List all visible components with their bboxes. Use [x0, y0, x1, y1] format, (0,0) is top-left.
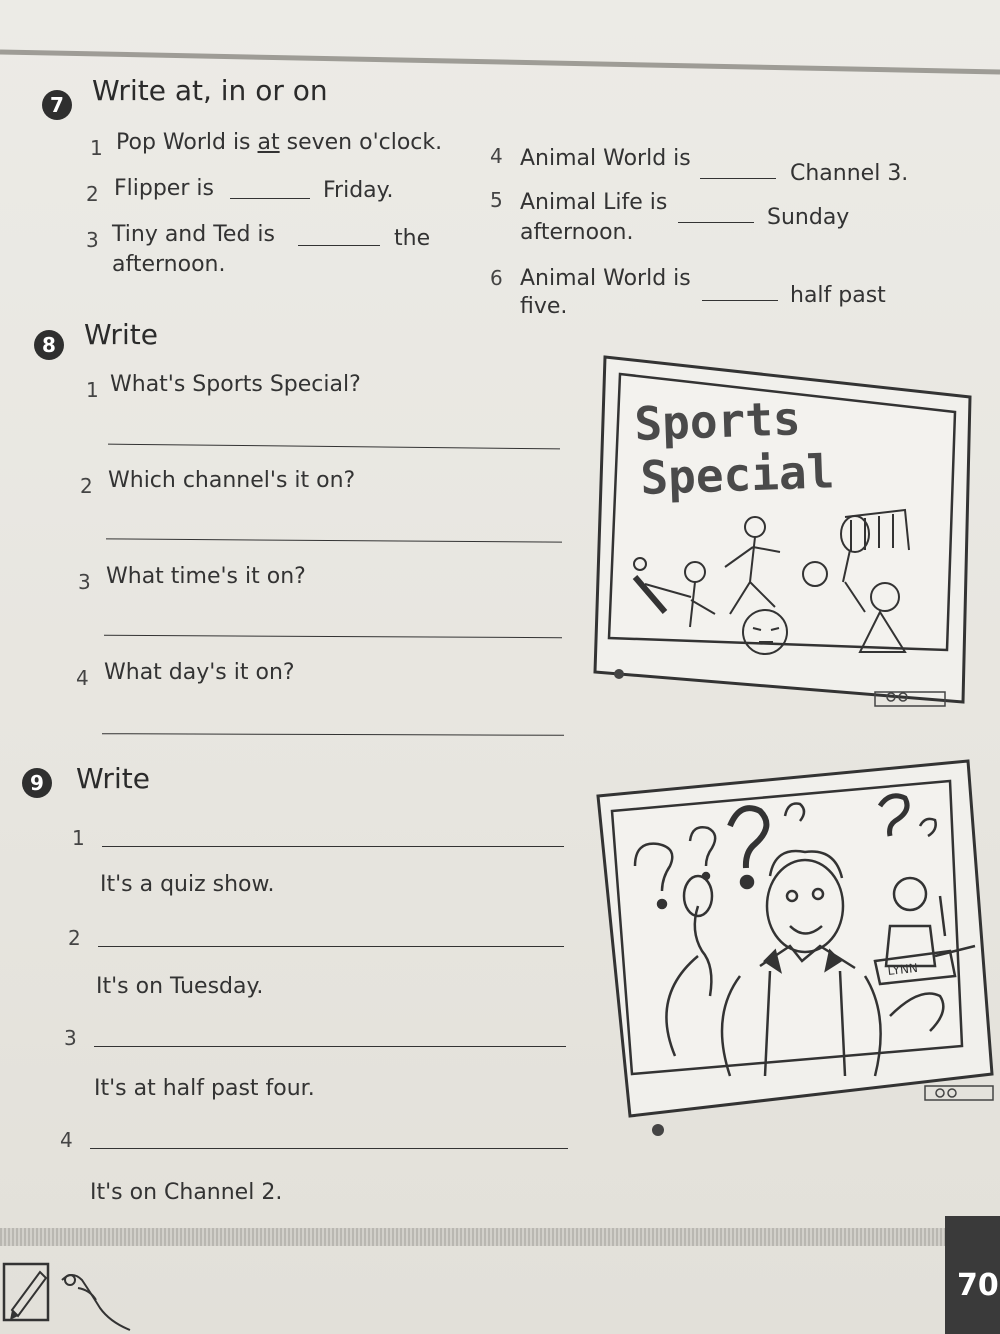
ex9-item-1-answer: It's a quiz show. [100, 872, 275, 897]
ex7-item-6-blank[interactable] [702, 300, 778, 301]
ex7-item-5-blank[interactable] [678, 222, 754, 223]
ex8-q2-number: 2 [80, 474, 93, 498]
exercise-8-number: 8 [34, 330, 64, 360]
ex9-item-3-number: 3 [64, 1026, 77, 1050]
exercise-9-title: Write [76, 762, 150, 795]
quiz-show-tv-illustration [590, 756, 995, 1148]
ex7-item-1-number: 1 [90, 136, 103, 160]
ex8-q3-answer-line[interactable] [104, 635, 562, 638]
ex9-item-1-number: 1 [72, 826, 85, 850]
ex7-item-5-line2: afternoon. [520, 220, 634, 245]
ex9-item-3-question-line[interactable] [94, 1046, 566, 1047]
ex7-item-6-text-before: Animal World is [520, 266, 691, 291]
ex7-item-4-number: 4 [490, 144, 503, 168]
ex7-item-1-answer: at [257, 130, 280, 155]
ex7-item-4-text-before: Animal World is [520, 146, 691, 171]
ex7-item-6-line2: five. [520, 294, 568, 319]
tv-title-line1: Sports [633, 391, 802, 451]
ex7-item-3-blank[interactable] [298, 245, 380, 246]
ex9-item-4-question-line[interactable] [90, 1148, 568, 1149]
ex7-item-6-number: 6 [490, 266, 503, 290]
ex8-q4-number: 4 [76, 666, 89, 690]
ex8-q1-text: What's Sports Special? [110, 372, 361, 397]
ex9-item-1-question-line[interactable] [102, 846, 564, 847]
exercise-8-title: Write [84, 318, 158, 351]
ex8-q4-text: What day's it on? [104, 660, 295, 685]
ex7-item-2-blank[interactable] [230, 198, 310, 199]
ex7-item-3-number: 3 [86, 228, 99, 252]
ex7-item-1-text: Pop World is at seven o'clock. [116, 130, 443, 155]
ex9-item-2-answer: It's on Tuesday. [96, 974, 264, 999]
ex7-item-3-text-after: the [394, 226, 431, 251]
ex7-item-5-text-after: Sunday [767, 205, 850, 230]
ex8-q3-number: 3 [78, 570, 91, 594]
ex9-item-2-question-line[interactable] [98, 946, 564, 947]
ex9-item-3-answer: It's at half past four. [94, 1076, 315, 1101]
ex7-item-3-text-before: Tiny and Ted is [112, 222, 275, 247]
ex8-q3-text: What time's it on? [106, 564, 306, 589]
bottom-rule [0, 1228, 945, 1246]
exercise-7-title: Write at, in or on [92, 74, 328, 107]
ex8-q2-answer-line[interactable] [106, 538, 562, 542]
ex7-item-5-text-before: Animal Life is [520, 190, 668, 215]
ex8-q1-number: 1 [86, 378, 99, 402]
pencil-parrot-icon [0, 1250, 140, 1334]
ex7-item-3-line2: afternoon. [112, 252, 226, 277]
quiz-nameplate: LYNN [886, 960, 919, 978]
top-rule [0, 48, 1000, 76]
ex9-item-4-answer: It's on Channel 2. [90, 1180, 283, 1205]
ex7-item-4-blank[interactable] [700, 178, 776, 179]
ex7-item-5-number: 5 [490, 188, 503, 212]
tv-title-line2: Special [639, 444, 836, 505]
ex9-item-4-number: 4 [60, 1128, 73, 1152]
ex9-item-2-number: 2 [68, 926, 81, 950]
exercise-7-number: 7 [42, 90, 72, 120]
ex8-q4-answer-line[interactable] [102, 733, 564, 736]
sports-special-tv-illustration [575, 352, 975, 722]
ex7-item-2-text-before: Flipper is [114, 176, 214, 201]
ex7-item-2-text-after: Friday. [323, 178, 394, 203]
ex7-item-6-text-after: half past [790, 283, 886, 308]
exercise-9-number: 9 [22, 768, 52, 798]
ex8-q1-answer-line[interactable] [108, 444, 560, 450]
ex7-item-2-number: 2 [86, 182, 99, 206]
page-number: 70 [957, 1268, 999, 1303]
ex7-item-4-text-after: Channel 3. [790, 161, 909, 186]
ex8-q2-text: Which channel's it on? [108, 468, 356, 493]
